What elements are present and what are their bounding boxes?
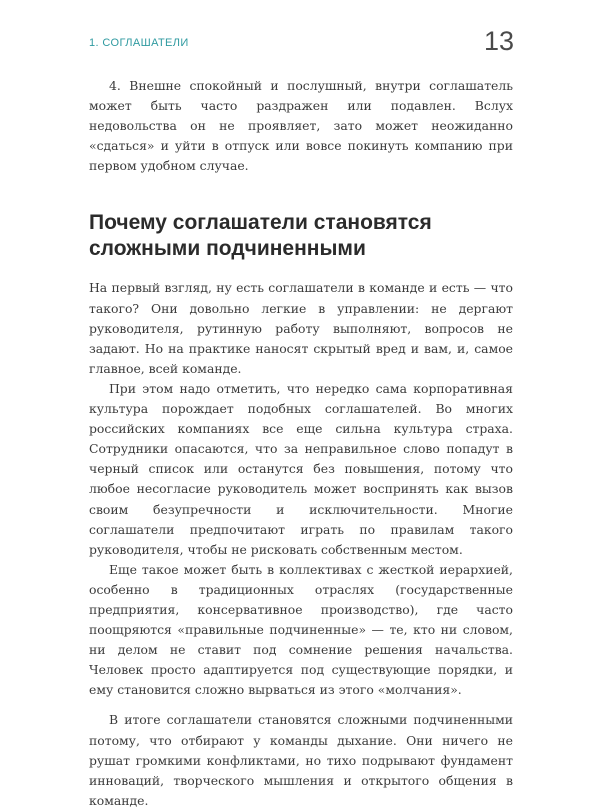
section-heading: Почему соглашатели становятся сложными подчиненными — [89, 211, 432, 261]
intro-paragraph: 4. Внешне спокойный и послушный, внутри соглашатель может быть часто раздражен или подавлен. Вслух недовольства он не проявляет, зато может неожиданно «сдаться» и уйти в отпуск или вовсе покинуть компанию при первом удобном случае. — [89, 78, 513, 174]
running-head: 1. СОГЛАШАТЕЛИ — [89, 37, 189, 49]
body-paragraph-4: В итоге соглашатели становятся сложными подчиненными потому, что отбирают у команды дыхание. Они ничего не рушат громкими конфликтами, но тихо подрывают фундамент инноваций, творческого мышления и открытого общения в команде. — [89, 712, 513, 808]
body-paragraph-2: При этом надо отметить, что нередко сама корпоративная культура порождает подобных соглашателей. Во многих российских компаниях все еще сильна культура страха. Сотрудники опасаются, что за неправильное слово попадут в черный список или останутся без повышения, потому что любое несогласие руководитель может воспринять как вызов своим безупречности и исключительности. Многие соглашатели предпочитают играть по правилам такого руководителя, чтобы не рисковать собственным местом. — [89, 380, 513, 557]
body-paragraph-1: На первый взгляд, ну есть соглашатели в команде и есть — что такого? Они довольно легкие в управлении: не дергают руководителя, рутинную работу выполняют, вопросов не задают. Но на практике наносят скрытый вред и вам, и, самое главное, всей команде. — [89, 280, 513, 376]
body-paragraph-3: Еще такое может быть в коллективах с жесткой иерархией, особенно в традиционных отраслях (государственные предприятия, консервативное производство), где часто поощряются «правильные подчиненные» — те, кто ни словом, ни делом не ставит под сомнение решения начальства. Человек просто адаптируется под существующие порядки, и ему становится сложно вырваться из этого «молчания». — [89, 561, 513, 698]
page-number: 13 — [483, 26, 514, 56]
paragraph-gap — [89, 700, 513, 710]
page-body — [89, 76, 513, 811]
